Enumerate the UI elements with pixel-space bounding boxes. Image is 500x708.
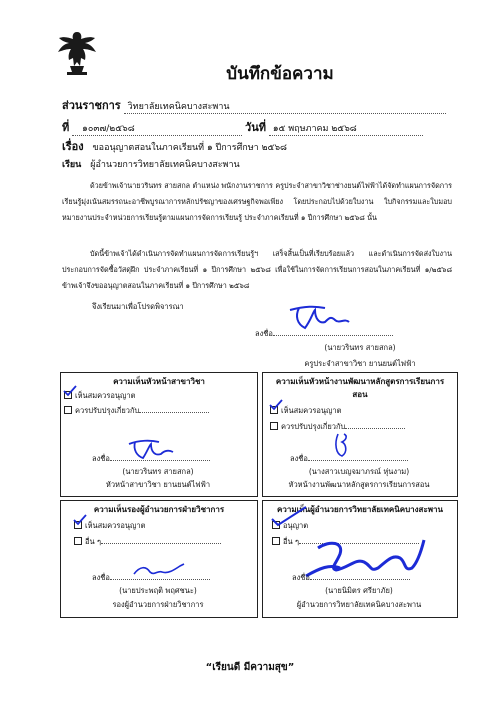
main-signer-title: ครูประจำสาขาวิชา ยานยนต์ไฟฟ้า bbox=[304, 359, 416, 368]
number-date-row bbox=[62, 118, 423, 136]
date-label: วันที่ bbox=[245, 121, 266, 134]
to-row bbox=[62, 157, 240, 171]
box4-option-approve[interactable]: อนุญาต bbox=[272, 520, 308, 532]
box3-option-other[interactable]: อื่น ๆ bbox=[74, 536, 221, 548]
box4-checkbox-other[interactable] bbox=[272, 537, 280, 545]
subject-row bbox=[62, 137, 287, 155]
no-value: ๑๐๓๗/๒๕๖๘ bbox=[72, 121, 242, 136]
box2-option-improve[interactable]: ควรปรับปรุงเกี่ยวกับ bbox=[270, 421, 405, 433]
box1-signer-title: หัวหน้าสาขาวิชา ยานยนต์ไฟฟ้า bbox=[105, 480, 211, 489]
box3-checkmark-icon bbox=[72, 514, 88, 526]
body-paragraph-1: ด้วยข้าพเจ้านายวรินทร สายสกล ตำแหน่ง พนักงานราชการ ครูประจำสาขาวิชาช่างยนต์ไฟฟ้าได้จัดทำแผนการจัดการเรียนรู้มุ่งเน้นสมรรถนะอาชีพบูรณาการหลักปรัชญาของเศรษฐกิจพอเพียง โดยประกอบไปด้วยใบงาน ใบกิจกรรมและใบมอบหมายงานประจำหน่วยการเรียนรู้ตามแผนการจัดการเรียนรู้ ประจำภาคเรียนที่ ๑ ปีการศึกษา ๒๕๖๘ นั้น bbox=[62, 181, 452, 222]
box1-signature-line: ลงชื่อ bbox=[92, 453, 210, 465]
box1-signer-name: (นายวรินทร สายสกล) bbox=[122, 467, 194, 476]
subject-value: ขออนุญาตสอนในภาคเรียนที่ ๑ ปีการศึกษา ๒๕๖๘ bbox=[92, 143, 287, 153]
box4-signer-title: ผู้อำนวยการวิทยาลัยเทคนิคบางสะพาน bbox=[296, 600, 422, 609]
box1-heading: ความเห็นหัวหน้าสาขาวิชา bbox=[113, 377, 205, 386]
main-sign-label: ลงชื่อ bbox=[255, 329, 273, 338]
main-signer-name: (นายวรินทร สายสกล) bbox=[324, 343, 396, 352]
subject-label: เรื่อง bbox=[62, 140, 84, 153]
garuda-emblem-icon bbox=[55, 28, 99, 76]
box2-signature-line: ลงชื่อ bbox=[290, 453, 408, 465]
box2-signer-title: หัวหน้างานพัฒนาหลักสูตรการเรียนการสอน bbox=[288, 480, 430, 489]
box3-option-approve[interactable]: เห็นสมควรอนุญาต bbox=[74, 520, 146, 532]
page-title: บันทึกข้อความ bbox=[226, 64, 334, 84]
to-value: ผู้อำนวยการวิทยาลัยเทคนิคบางสะพาน bbox=[90, 160, 240, 170]
dept-row bbox=[62, 96, 446, 114]
closing-line: จึงเรียนมาเพื่อโปรดพิจารณา bbox=[92, 302, 184, 311]
box3-signature-line: ลงชื่อ bbox=[92, 572, 210, 584]
dept-value: วิทยาลัยเทคนิคบางสะพาน bbox=[124, 99, 446, 114]
box3-signer-name: (นายประพฤติ พฤศชนะ) bbox=[119, 586, 197, 595]
box4-signer-name: (นายนิมิตร ศรียาภัย) bbox=[325, 586, 393, 595]
box3-heading: ความเห็นรองผู้อำนวยการฝ่ายวิชาการ bbox=[93, 505, 225, 514]
box4-checkmark-icon bbox=[270, 505, 310, 529]
box2-heading: ความเห็นหัวหน้างานพัฒนาหลักสูตรการเรียนการสอน bbox=[275, 377, 445, 399]
box1-checkmark-icon bbox=[62, 385, 78, 397]
body-paragraph-2: บัดนี้ข้าพเจ้าได้ดำเนินการจัดทำแผนการจัดการเรียนรู้ฯ เสร็จสิ้นเป็นที่เรียบร้อยแล้ว และดำเนินการจัดส่งใบงานประกอบการจัดซื้อวัสดุฝึก ประจำภาคเรียนที่ ๑ ปีการศึกษา ๒๕๖๘ เพื่อใช้ในการจัดการเรียนการสอนในภาคเรียนที่ ๑/๒๕๖๘ ข้าพเจ้าจึงขออนุญาตสอนในภาคเรียนที่ ๑ ปีการศึกษา ๒๕๖๘ bbox=[62, 249, 452, 290]
to-label: เรียน bbox=[62, 160, 82, 170]
box2-checkmark-icon bbox=[268, 399, 284, 411]
date-value: ๑๕ พฤษภาคม ๒๕๖๘ bbox=[269, 121, 423, 136]
box4-heading: ความเห็นผู้อำนวยการวิทยาลัยเทคนิคบางสะพาน bbox=[277, 505, 443, 514]
box3-signer-title: รองผู้อำนวยการฝ่ายวิชาการ bbox=[112, 600, 204, 609]
dept-label: ส่วนราชการ bbox=[62, 99, 121, 112]
box2-option-approve[interactable]: เห็นสมควรอนุญาต bbox=[270, 405, 342, 417]
box2-signer-name: (นางสาวเบญจมาภรณ์ หุ่นงาม) bbox=[308, 467, 410, 476]
box3-checkbox-other[interactable] bbox=[74, 537, 82, 545]
no-label: ที่ bbox=[62, 121, 70, 134]
box4-option-other[interactable]: อื่น ๆ bbox=[272, 536, 419, 548]
box1-checkbox-improve[interactable] bbox=[64, 406, 72, 414]
box4-signature-line: ลงชื่อ bbox=[292, 572, 410, 584]
box1-option-improve[interactable]: ควรปรับปรุงเกี่ยวกับ bbox=[64, 405, 209, 417]
footer-motto: “เรียนดี มีความสุข” bbox=[205, 662, 295, 673]
box2-checkbox-improve[interactable] bbox=[270, 422, 278, 430]
main-signature-icon bbox=[285, 302, 355, 334]
box1-option-approve[interactable]: เห็นสมควรอนุญาต bbox=[64, 390, 136, 402]
